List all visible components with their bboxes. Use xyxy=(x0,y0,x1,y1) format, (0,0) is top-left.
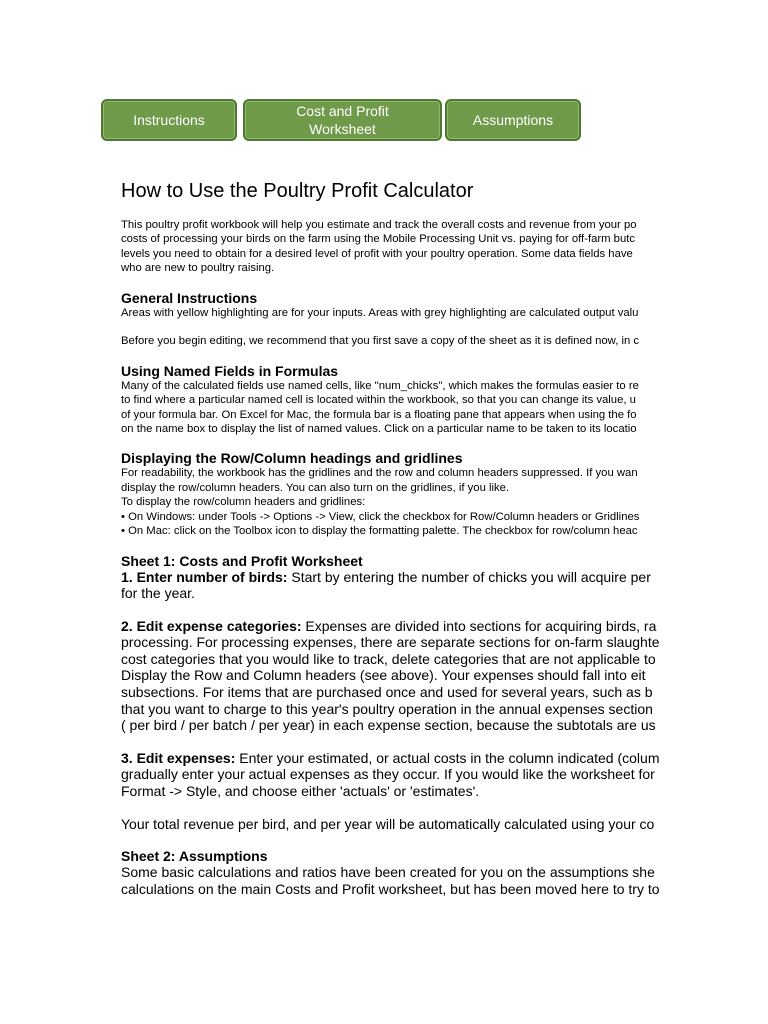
tab-cost-and-profit-label: Cost and Profit Worksheet xyxy=(296,103,389,137)
gridlines-line: • On Windows: under Tools -> Options -> View, click the checkbox for Row/Column headers or Gridlines xyxy=(121,510,640,523)
general-instructions-body xyxy=(121,306,695,349)
sheet1-heading: Sheet 1: Costs and Profit Worksheet xyxy=(121,552,363,569)
tab-instructions[interactable] xyxy=(101,99,237,141)
revenue-line: Your total revenue per bird, and per year will be automatically calculated using your co xyxy=(121,815,655,832)
step2-line: that you want to charge to this year's poultry operation in the annual expenses section xyxy=(121,700,653,717)
sheet2-heading: Sheet 2: Assumptions xyxy=(121,848,268,865)
sheet2-line: Some basic calculations and ratios have been created for you on the assumptions she xyxy=(121,864,655,881)
gridlines-line: display the row/column headers. You can also turn on the gridlines, if you like. xyxy=(121,481,510,494)
intro-line: This poultry profit workbook will help you estimate and track the overall costs and revenue from your po xyxy=(121,219,637,231)
gridlines-body xyxy=(121,466,695,538)
step2-line: ( per bird / per batch / per year) in each expense section, because the subtotals are us xyxy=(121,717,656,734)
general-line: Before you begin editing, we recommend that you first save a copy of the sheet as it is defined now, in c xyxy=(121,335,640,348)
step2-line: Display the Row and Column headers (see above). Your expenses should fall into eit xyxy=(121,667,646,684)
named-line: of your formula bar. On Excel for Mac, the formula bar is a floating pane that appears when using the fo xyxy=(121,408,637,421)
step3-line: gradually enter your actual expenses as they occur. If you would like the worksheet for xyxy=(121,766,655,783)
step2-line: subsections. For items that are purchased once and used for several years, such as b xyxy=(121,684,653,701)
step1-line: 1. Enter number of birds: Start by entering the number of chicks you will acquire per xyxy=(121,568,651,585)
gridlines-heading: Displaying the Row/Column headings and gridlines xyxy=(121,450,463,467)
named-line: on the name box to display the list of named values. Click on a particular name to be taken to its locatio xyxy=(121,423,637,436)
gridlines-line: For readability, the workbook has the gridlines and the row and column headers suppressed. If you wan xyxy=(121,467,638,480)
general-line: Areas with yellow highlighting are for your inputs. Areas with grey highlighting are calculated output valu xyxy=(121,306,639,319)
step2-line: processing. For processing expenses, there are separate sections for on-farm slaughte xyxy=(121,634,660,651)
tab-assumptions[interactable] xyxy=(445,99,581,141)
intro-line: costs of processing your birds on the farm using the Mobile Processing Unit vs. paying for off-farm butc xyxy=(121,233,636,246)
named-line: to find where a particular named cell is located within the workbook, so that you can change its value, u xyxy=(121,394,636,407)
intro-line: who are new to poultry raising. xyxy=(121,262,275,275)
step3-line: Format -> Style, and choose either 'actuals' or 'estimates'. xyxy=(121,783,480,800)
page-title: How to Use the Poultry Profit Calculator xyxy=(121,180,474,202)
sheet2-line: calculations on the main Costs and Profit worksheet, but has been moved here to try to xyxy=(121,880,660,897)
tab-cost-and-profit-worksheet[interactable] xyxy=(243,99,442,141)
gridlines-line: • On Mac: click on the Toolbox icon to display the formatting palette. The checkbox for row/column heac xyxy=(121,525,638,538)
gridlines-line: To display the row/column headers and gridlines: xyxy=(121,496,366,509)
step1-line: for the year. xyxy=(121,585,195,602)
tab-instructions-label: Instructions xyxy=(133,112,205,128)
instructions-content xyxy=(121,178,695,897)
sheet1-section xyxy=(121,553,695,898)
general-instructions-heading: General Instructions xyxy=(121,289,258,306)
named-fields-body xyxy=(121,379,695,437)
tab-assumptions-label: Assumptions xyxy=(472,112,554,128)
named-fields-heading: Using Named Fields in Formulas xyxy=(121,362,339,379)
intro-paragraph xyxy=(121,218,695,276)
intro-line: levels you need to obtain for a desired level of profit with your poultry operation. Some data fields have xyxy=(121,247,633,260)
named-line: Many of the calculated fields use named cells, like "num_chicks", which makes the formulas easier to re xyxy=(121,379,639,392)
step3-line: 3. Edit expenses: Enter your estimated, or actual costs in the column indicated (colum xyxy=(121,749,660,766)
step2-line: cost categories that you would like to track, delete categories that are not applicable to xyxy=(121,650,656,667)
step2-line: 2. Edit expense categories: Expenses are divided into sections for acquiring birds, ra xyxy=(121,617,657,634)
